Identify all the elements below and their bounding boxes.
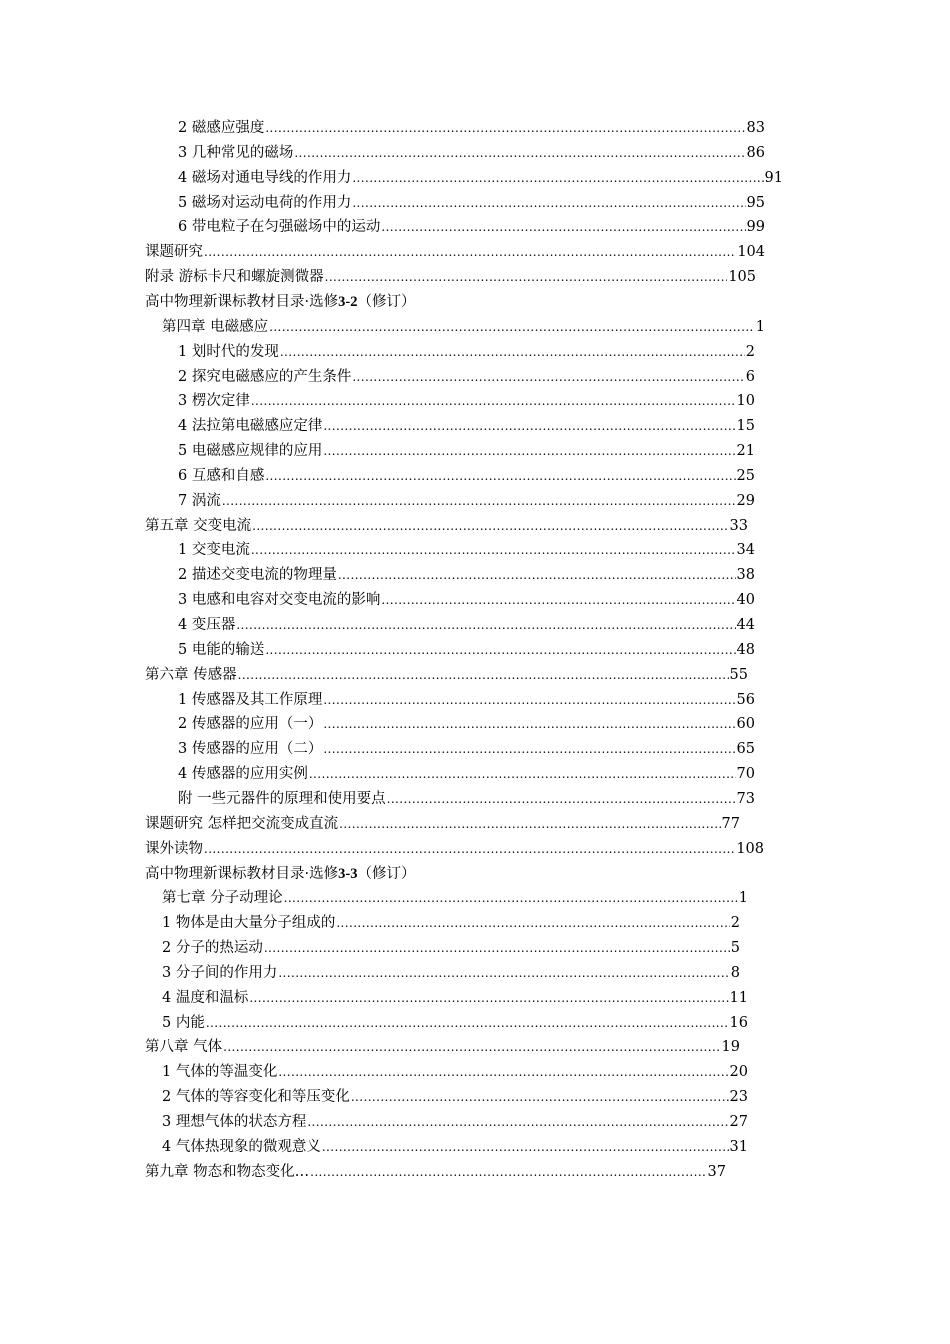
toc-entry (145, 241, 765, 263)
toc-entry (162, 912, 740, 934)
toc-dot-leader (352, 366, 744, 388)
toc-heading-text: 高中物理新课标教材目录·选修 (145, 293, 339, 310)
toc-dot-leader (251, 539, 736, 561)
toc-dot-leader (323, 415, 735, 437)
toc-entry-title: 2 传感器的应用（一） (178, 716, 323, 733)
toc-entry-page: 73 (736, 790, 755, 807)
toc-entry (178, 390, 755, 412)
toc-entry-title: 5 电能的输送 (178, 641, 265, 658)
toc-entry (162, 1136, 748, 1158)
toc-entry-title: 4 磁场对通电导线的作用力 (178, 169, 352, 186)
toc-entry-page: 44 (736, 617, 755, 633)
toc-entry (145, 266, 756, 288)
toc-dot-leader (280, 341, 745, 363)
toc-entry-page: 77 (721, 815, 740, 832)
toc-entry (178, 366, 755, 388)
toc-entry (178, 216, 765, 238)
toc-dot-leader (223, 1036, 720, 1058)
toc-entry-title: 3 传感器的应用（二） (178, 741, 323, 758)
toc-entry-title: 课外读物 (145, 840, 203, 857)
toc-entry-title: 4 温度和温标 (162, 989, 249, 1006)
toc-entry (178, 142, 765, 164)
toc-entry-page: 104 (737, 244, 765, 261)
toc-dot-leader (251, 390, 736, 412)
toc-heading-volume: 3-3 (338, 865, 358, 882)
toc-entry-title: 2 磁感应强度 (178, 120, 265, 136)
toc-entry (178, 192, 765, 214)
toc-entry-page: 15 (736, 418, 755, 435)
toc-entry-title: 第九章 物态和物态变化… (145, 1163, 310, 1180)
toc-entry-page: 65 (736, 741, 755, 758)
toc-dot-leader (278, 1061, 728, 1083)
toc-entry-page: 8 (730, 964, 740, 981)
toc-entry-title: 第五章 交变电流 (145, 517, 252, 534)
toc-dot-leader (252, 515, 728, 537)
toc-heading-text: 高中物理新课标教材目录·选修 (145, 865, 339, 882)
toc-entry (178, 738, 755, 760)
toc-dot-leader (204, 838, 735, 860)
toc-entry (178, 713, 755, 735)
toc-dot-leader (264, 937, 730, 959)
toc-entry-title: 1 交变电流 (178, 542, 250, 559)
toc-entry (178, 117, 765, 139)
toc-heading (145, 863, 415, 885)
toc-entry (178, 788, 755, 810)
toc-entry (162, 1012, 748, 1034)
toc-entry-page: 2 (730, 915, 740, 932)
toc-dot-leader (381, 589, 735, 611)
toc-dot-leader (351, 1086, 729, 1108)
toc-dot-leader (323, 689, 735, 711)
toc-dot-leader (284, 887, 738, 909)
toc-entry (145, 664, 748, 686)
toc-entry (162, 316, 765, 338)
toc-entry-page: 60 (736, 716, 755, 733)
toc-entry-page: 99 (746, 219, 765, 236)
toc-entry-title: 1 气体的等温变化 (162, 1064, 278, 1081)
toc-dot-leader (307, 1111, 728, 1133)
toc-entry-page: 5 (730, 940, 740, 957)
toc-entry-page: 91 (764, 169, 783, 186)
toc-entry-title: 3 理想气体的状态方程 (162, 1114, 307, 1130)
toc-dot-leader (265, 117, 745, 139)
toc-dot-leader (206, 1012, 729, 1034)
toc-dot-leader (238, 664, 729, 686)
toc-entry-page: 11 (729, 989, 748, 1006)
toc-entry-title: 3 分子间的作用力 (162, 964, 278, 981)
toc-dot-leader (249, 987, 728, 1009)
toc-entry-title: 4 传感器的应用实例 (178, 766, 308, 783)
toc-entry (178, 589, 755, 611)
toc-dot-leader (325, 266, 728, 288)
toc-entry (178, 763, 755, 785)
toc-entry-page: 29 (736, 492, 755, 509)
toc-entry (162, 1061, 748, 1083)
toc-entry-title: 3 几种常见的磁场 (178, 144, 294, 161)
toc-entry (178, 415, 755, 437)
toc-entry-page: 19 (721, 1039, 740, 1056)
toc-entry (178, 564, 755, 586)
toc-entry-title: 第四章 电磁感应 (162, 318, 269, 335)
toc-dot-leader (381, 216, 745, 238)
toc-entry-page: 20 (729, 1064, 748, 1081)
toc-entry (162, 1086, 748, 1108)
toc-entry (145, 838, 764, 860)
toc-dot-leader (294, 142, 745, 164)
toc-entry (145, 1161, 726, 1183)
toc-dot-leader (352, 167, 763, 189)
toc-entry (162, 887, 748, 909)
toc-entry (178, 689, 755, 711)
toc-heading (145, 291, 415, 313)
toc-dot-leader (338, 564, 736, 586)
toc-entry (145, 515, 748, 537)
toc-entry-title: 课题研究 怎样把交流变成直流 (145, 815, 339, 832)
toc-entry-title: 2 气体的等容变化和等压变化 (162, 1089, 350, 1106)
toc-entry-page: 70 (736, 766, 755, 783)
toc-entry (178, 614, 755, 636)
toc-entry-title: 1 物体是由大量分子组成的 (162, 915, 336, 932)
toc-entry-title: 附 一些元器件的原理和使用要点 (178, 790, 386, 807)
toc-entry-title: 4 气体热现象的微观意义 (162, 1138, 321, 1155)
toc-entry (162, 937, 740, 959)
toc-entry-page: 56 (736, 691, 755, 708)
toc-entry-page: 6 (745, 368, 755, 385)
toc-entry-title: 2 描述交变电流的物理量 (178, 567, 337, 584)
toc-dot-leader (204, 241, 736, 263)
toc-dot-leader (322, 1136, 729, 1158)
toc-entry (178, 465, 755, 487)
toc-entry (178, 639, 755, 661)
toc-entry-title: 附录 游标卡尺和螺旋测微器 (145, 269, 324, 286)
toc-entry (178, 539, 755, 561)
toc-entry-title: 第七章 分子动理论 (162, 890, 283, 907)
toc-entry (162, 987, 748, 1009)
toc-dot-leader (278, 962, 729, 984)
toc-dot-leader (236, 614, 735, 636)
toc-entry-page: 1 (738, 890, 748, 907)
toc-entry (178, 341, 755, 363)
toc-dot-leader (265, 465, 735, 487)
toc-entry-page: 38 (736, 567, 755, 584)
toc-entry-page: 25 (736, 467, 755, 484)
toc-dot-leader (336, 912, 729, 934)
toc-entry-title: 6 互感和自感 (178, 467, 265, 484)
toc-dot-leader (323, 440, 735, 462)
toc-dot-leader (222, 490, 736, 512)
toc-dot-leader (339, 813, 720, 835)
toc-dot-leader (352, 192, 745, 214)
toc-entry-page: 23 (729, 1089, 748, 1106)
toc-entry-title: 3 楞次定律 (178, 393, 250, 410)
toc-entry-title: 课题研究 (145, 244, 203, 261)
toc-entry (178, 440, 755, 462)
toc-entry (162, 1111, 748, 1133)
toc-heading-volume: 3-2 (338, 293, 358, 310)
toc-entry (178, 167, 783, 189)
toc-entry-title: 第八章 气体 (145, 1039, 223, 1056)
toc-entry-title: 1 划时代的发现 (178, 343, 279, 360)
toc-entry-page: 48 (736, 641, 755, 658)
toc-dot-leader (323, 713, 735, 735)
toc-dot-leader (323, 738, 735, 760)
toc-entry-page: 16 (729, 1014, 748, 1031)
toc-entry (162, 962, 740, 984)
toc-entry-page: 37 (707, 1163, 726, 1180)
toc-heading-suffix: （修订） (357, 865, 416, 882)
toc-entry-page: 105 (728, 269, 756, 286)
toc-entry-page: 108 (736, 840, 764, 857)
toc-entry-page: 95 (746, 194, 765, 211)
toc-entry-title: 3 电感和电容对交变电流的影响 (178, 592, 381, 609)
toc-entry-title: 5 电磁感应规律的应用 (178, 443, 323, 460)
toc-entry-title: 4 法拉第电磁感应定律 (178, 418, 323, 435)
toc-entry-title: 4 变压器 (178, 617, 236, 633)
toc-entry-page: 10 (736, 393, 755, 410)
toc-entry (145, 1036, 740, 1058)
toc-entry-page: 34 (736, 542, 755, 559)
toc-dot-leader (309, 763, 736, 785)
toc-entry-page: 21 (736, 443, 755, 460)
toc-heading-suffix: （修订） (357, 293, 416, 310)
toc-entry-title: 5 内能 (162, 1014, 205, 1031)
toc-entry-title: 6 带电粒子在匀强磁场中的运动 (178, 219, 381, 236)
toc-dot-leader (310, 1161, 706, 1183)
toc-entry-title: 7 涡流 (178, 492, 221, 509)
toc-dot-leader (387, 788, 736, 810)
toc-entry-title: 1 传感器及其工作原理 (178, 691, 323, 708)
toc-entry-page: 40 (736, 592, 755, 609)
toc-entry-page: 33 (729, 517, 748, 534)
toc-entry-page: 83 (746, 120, 765, 136)
toc-entry-title: 2 探究电磁感应的产生条件 (178, 368, 352, 385)
toc-dot-leader (265, 639, 735, 661)
toc-entry-title: 5 磁场对运动电荷的作用力 (178, 194, 352, 211)
toc-entry (178, 490, 755, 512)
toc-entry-page: 86 (746, 144, 765, 161)
toc-entry-page: 2 (745, 343, 755, 360)
toc-entry-page: 27 (729, 1114, 748, 1130)
toc-entry-title: 第六章 传感器 (145, 666, 237, 683)
toc-dot-leader (269, 316, 755, 338)
toc-entry-page: 55 (729, 666, 748, 683)
toc-entry (145, 813, 740, 835)
toc-entry-page: 1 (755, 318, 765, 335)
toc-entry-page: 31 (729, 1138, 748, 1155)
toc-entry-title: 2 分子的热运动 (162, 940, 263, 957)
